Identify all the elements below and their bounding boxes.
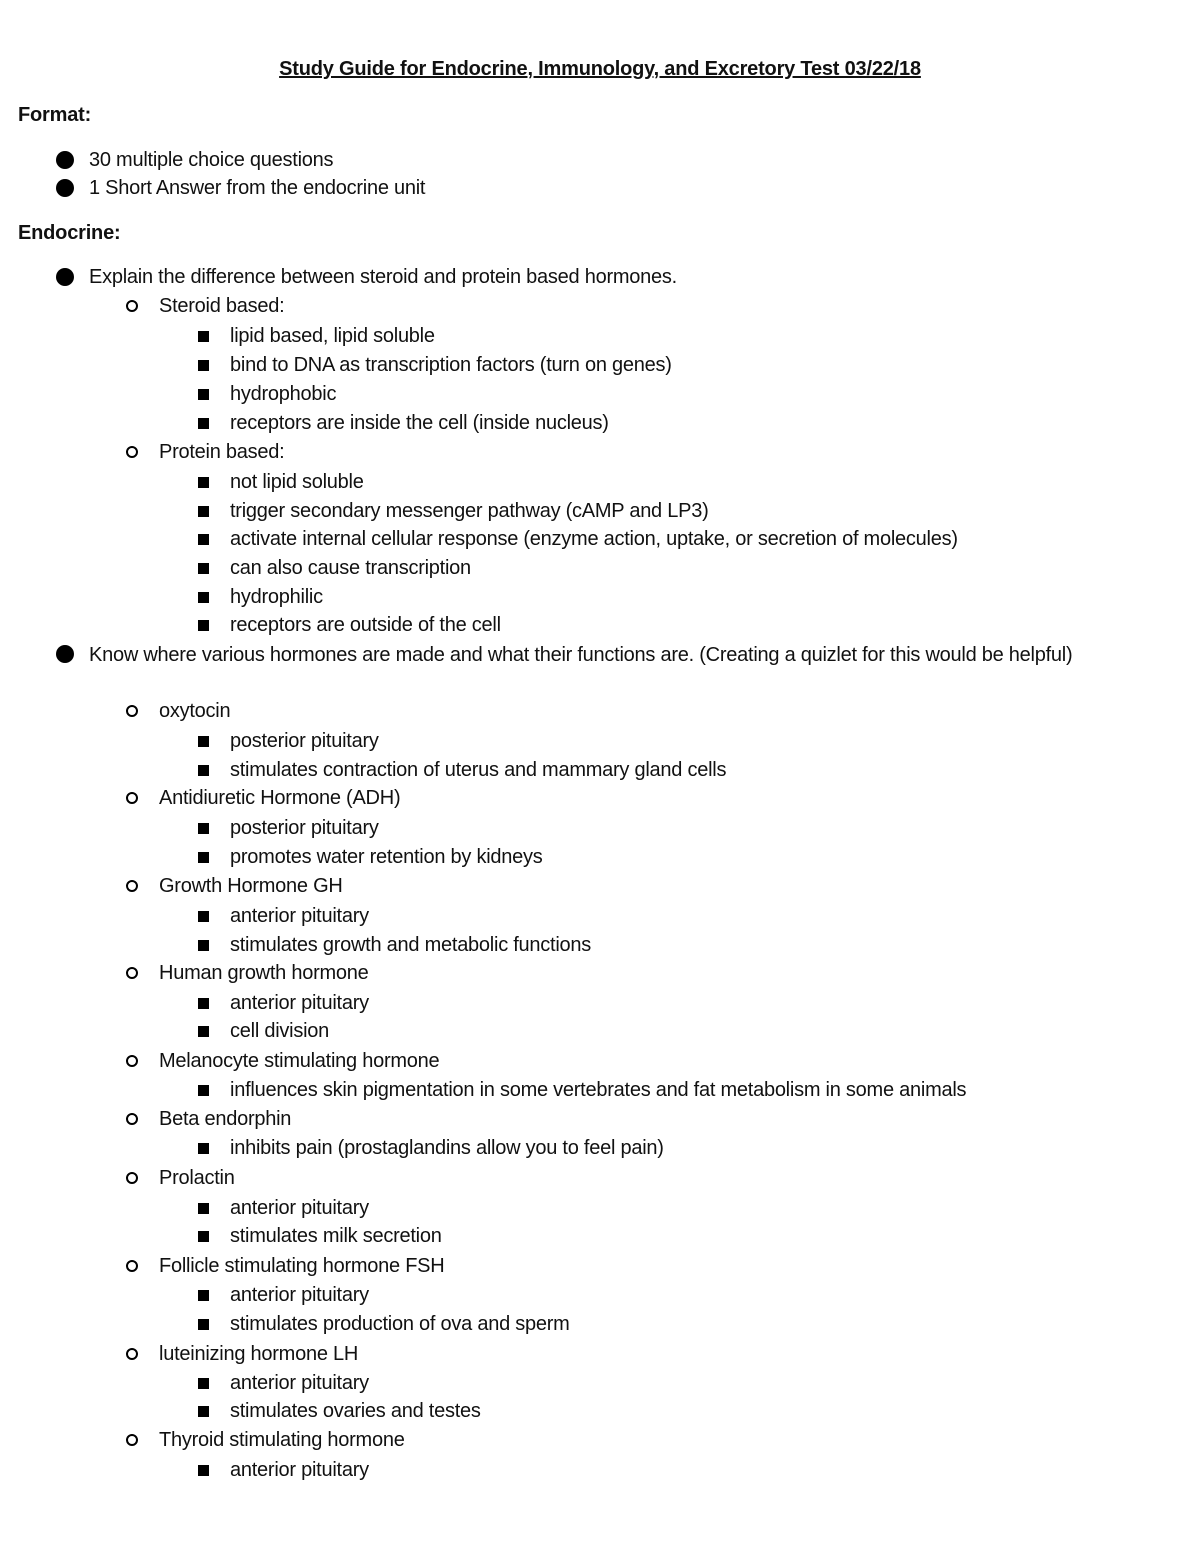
hollow-circle-bullet-icon (126, 1260, 138, 1272)
outline-line-text: stimulates milk secretion (230, 1225, 442, 1247)
outline-line-text: Follicle stimulating hormone FSH (159, 1255, 445, 1277)
square-bullet-icon (198, 1465, 209, 1476)
outline-line-text: Protein based: (159, 441, 285, 463)
hollow-circle-bullet-icon (126, 792, 138, 804)
outline-line-text: Human growth hormone (159, 962, 369, 984)
outline-line-text: bind to DNA as transcription factors (turn on genes) (230, 354, 672, 376)
outline-line-text: trigger secondary messenger pathway (cAMP and LP3) (230, 500, 709, 522)
outline-line-text: posterior pituitary (230, 730, 379, 752)
outline-line-text: can also cause transcription (230, 557, 471, 579)
outline-line-text: cell division (230, 1020, 330, 1042)
outline-line-text: not lipid soluble (230, 471, 364, 493)
hollow-circle-bullet-icon (126, 967, 138, 979)
square-bullet-icon (198, 1231, 209, 1242)
square-bullet-icon (198, 1319, 209, 1330)
hollow-circle-bullet-icon (126, 1113, 138, 1125)
outline-line-text: anterior pituitary (230, 905, 369, 927)
square-bullet-icon (198, 940, 209, 951)
outline-line-text: Steroid based: (159, 295, 285, 317)
outline-line-text: posterior pituitary (230, 817, 379, 839)
hollow-circle-bullet-icon (126, 1055, 138, 1067)
list-item-text: 1 Short Answer from the endocrine unit (89, 177, 426, 199)
square-bullet-icon (198, 1203, 209, 1214)
outline-line-text: promotes water retention by kidneys (230, 846, 543, 868)
outline-line-text: receptors are inside the cell (inside nucleus) (230, 412, 609, 434)
outline-line-text: luteinizing hormone LH (159, 1343, 359, 1365)
square-bullet-icon (198, 477, 209, 488)
square-bullet-icon (198, 506, 209, 517)
square-bullet-icon (198, 823, 209, 834)
bullet-icon (56, 151, 74, 169)
square-bullet-icon (198, 852, 209, 863)
square-bullet-icon (198, 911, 209, 922)
outline-line-text: stimulates growth and metabolic functions (230, 934, 592, 956)
square-bullet-icon (198, 592, 209, 603)
outline-line-text: Prolactin (159, 1167, 235, 1189)
outline-line-text: inhibits pain (prostaglandins allow you to feel pain) (230, 1137, 664, 1159)
bullet-icon (56, 179, 74, 197)
outline-line-text: stimulates ovaries and testes (230, 1400, 481, 1422)
outline-line-text: hydrophobic (230, 383, 337, 405)
square-bullet-icon (198, 563, 209, 574)
outline-line-text: stimulates contraction of uterus and mammary gland cells (230, 759, 727, 781)
square-bullet-icon (198, 360, 209, 371)
outline-line-text: oxytocin (159, 700, 231, 722)
square-bullet-icon (198, 736, 209, 747)
hollow-circle-bullet-icon (126, 1434, 138, 1446)
square-bullet-icon (198, 1143, 209, 1154)
square-bullet-icon (198, 1378, 209, 1389)
outline-line-text: anterior pituitary (230, 1284, 369, 1306)
square-bullet-icon (198, 620, 209, 631)
outline-line-text: Beta endorphin (159, 1108, 292, 1130)
outline-line-text: anterior pituitary (230, 1459, 369, 1481)
filled-circle-bullet-icon (56, 268, 74, 286)
hollow-circle-bullet-icon (126, 300, 138, 312)
hollow-circle-bullet-icon (126, 446, 138, 458)
outline-line-text: lipid based, lipid soluble (230, 325, 435, 347)
outline-line-text: Know where various hormones are made and what their functions are. (Creating a quizlet for this would be helpful) (89, 644, 1073, 666)
square-bullet-icon (198, 1026, 209, 1037)
square-bullet-icon (198, 534, 209, 545)
list-item-text: 30 multiple choice questions (89, 149, 334, 171)
endocrine-heading: Endocrine: (18, 222, 121, 244)
document-title: Study Guide for Endocrine, Immunology, and Excretory Test 03/22/18 (279, 58, 921, 80)
hollow-circle-bullet-icon (126, 880, 138, 892)
filled-circle-bullet-icon (56, 645, 74, 663)
outline-line-text: anterior pituitary (230, 992, 369, 1014)
format-heading: Format: (18, 104, 92, 126)
outline-line-text: Thyroid stimulating hormone (159, 1429, 405, 1451)
square-bullet-icon (198, 1406, 209, 1417)
outline-line-text: hydrophilic (230, 586, 323, 608)
hollow-circle-bullet-icon (126, 705, 138, 717)
outline-line-text: influences skin pigmentation in some vertebrates and fat metabolism in some animals (230, 1079, 967, 1101)
square-bullet-icon (198, 418, 209, 429)
hollow-circle-bullet-icon (126, 1172, 138, 1184)
square-bullet-icon (198, 331, 209, 342)
square-bullet-icon (198, 1085, 209, 1096)
outline-line-text: Antidiuretic Hormone (ADH) (159, 787, 401, 809)
square-bullet-icon (198, 765, 209, 776)
square-bullet-icon (198, 998, 209, 1009)
outline-line-text: stimulates production of ova and sperm (230, 1313, 570, 1335)
outline-line-text: Melanocyte stimulating hormone (159, 1050, 440, 1072)
outline-line-text: Growth Hormone GH (159, 875, 343, 897)
square-bullet-icon (198, 389, 209, 400)
outline-line-text: anterior pituitary (230, 1197, 369, 1219)
outline-line-text: Explain the difference between steroid and protein based hormones. (89, 266, 677, 288)
outline-line-text: activate internal cellular response (enzyme action, uptake, or secretion of molecules) (230, 528, 958, 550)
hollow-circle-bullet-icon (126, 1348, 138, 1360)
outline-line-text: receptors are outside of the cell (230, 614, 501, 636)
square-bullet-icon (198, 1290, 209, 1301)
outline-line-text: anterior pituitary (230, 1372, 369, 1394)
